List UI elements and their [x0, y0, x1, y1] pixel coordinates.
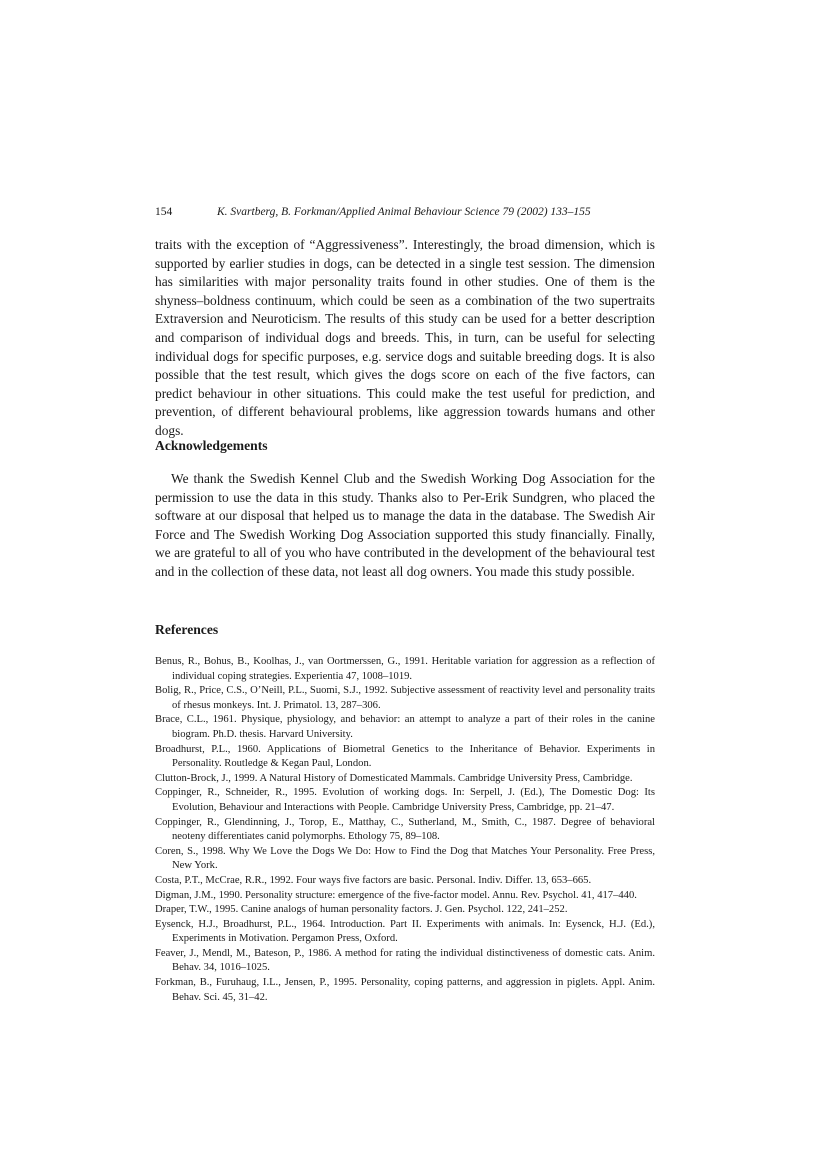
reference-item: Eysenck, H.J., Broadhurst, P.L., 1964. Introduction. Part II. Experiments with animals. In: Eysenck, H.J. (Ed.), Experiments in Motivation. Pergamon Press, Oxford. [155, 918, 655, 945]
acknowledgements-heading: Acknowledgements [155, 438, 268, 453]
page-number: 154 [155, 206, 173, 218]
references-heading: References [155, 622, 219, 637]
reference-item: Coppinger, R., Glendinning, J., Torop, E., Matthay, C., Sutherland, M., Smith, C., 1987. Degree of behavioral neoteny differentiates canid polymorphs. Ethology 75, 89–108. [155, 816, 655, 843]
reference-item: Forkman, B., Furuhaug, I.L., Jensen, P., 1995. Personality, coping patterns, and aggression in piglets. Appl. Anim. Behav. Sci. 45, 31–42. [155, 977, 655, 1003]
reference-item: Digman, J.M., 1990. Personality structure: emergence of the five-factor model. Annu. Rev. Psychol. 41, 417–440. [155, 889, 637, 901]
page-header [155, 206, 655, 218]
reference-list [155, 655, 655, 1005]
acknowledgements-paragraph: We thank the Swedish Kennel Club and the Swedish Working Dog Association for the permission to use the data in this study. Thanks also to Per-Erik Sundgren, who placed the software at our disposal that helped us to manage the data in the database. The Swedish Air Force and The Swedish Working Dog Association supported this study financially. Finally, we are grateful to all of you who have contributed in the development of the behavioural test and in the collection of these data, not least all dog owners. You made this study possible. [155, 471, 655, 579]
reference-item: Coppinger, R., Schneider, R., 1995. Evolution of working dogs. In: Serpell, J. (Ed.), The Domestic Dog: Its Evolution, Behaviour and Interactions with People. Cambridge University Press, Cambridge, pp. 21–47. [155, 787, 655, 813]
reference-item: Brace, C.L., 1961. Physique, physiology, and behavior: an attempt to analyze a part of their roles in the canine biogram. Ph.D. thesis. Harvard University. [155, 714, 655, 740]
running-title: K. Svartberg, B. Forkman/Applied Animal Behaviour Science 79 (2002) 133–155 [217, 206, 591, 218]
body-paragraph: traits with the exception of “Aggressiveness”. Interestingly, the broad dimension, which is supported by earlier studies in dogs, can be detected in a single test session. The dimension has similarities with major personality traits found in other studies. One of them is the shyness–boldness continuum, which could be seen as a combination of the two supertraits Extraversion and Neuroticism. The results of this study can be used for a better description and comparison of individual dogs and breeds. This, in turn, can be useful for selecting individual dogs for specific purposes, e.g. service dogs and suitable breeding dogs. It is also possible that the test result, which gives the dogs score on each of the five factors, can predict behaviour in other situations. This could make the test useful for prediction, and prevention, of different behavioural problems, like aggression towards humans and other dogs. [155, 237, 655, 438]
reference-item: Draper, T.W., 1995. Canine analogs of human personality factors. J. Gen. Psychol. 122, 241–252. [155, 904, 568, 916]
reference-item: Costa, P.T., McCrae, R.R., 1992. Four ways five factors are basic. Personal. Indiv. Differ. 13, 653–665. [155, 874, 592, 886]
reference-item: Feaver, J., Mendl, M., Bateson, P., 1986. A method for rating the individual distinctiveness of domestic cats. Anim. Behav. 34, 1016–1025. [155, 947, 655, 974]
reference-item: Broadhurst, P.L., 1960. Applications of Biometral Genetics to the Inheritance of Behavior. Experiments in Personality. Routledge & Kegan Paul, London. [155, 743, 655, 770]
reference-item: Bolig, R., Price, C.S., O’Neill, P.L., Suomi, S.J., 1992. Subjective assessment of reactivity level and personality traits of rhesus monkeys. Int. J. Primatol. 13, 287–306. [155, 685, 655, 711]
reference-item: Clutton-Brock, J., 1999. A Natural History of Domesticated Mammals. Cambridge University Press, Cambridge. [155, 772, 633, 784]
reference-item: Benus, R., Bohus, B., Koolhas, J., van Oortmerssen, G., 1991. Heritable variation for aggression as a reflection of individual coping strategies. Experientia 47, 1008–1019. [155, 656, 655, 682]
reference-item: Coren, S., 1998. Why We Love the Dogs We Do: How to Find the Dog that Matches Your Personality. Free Press, New York. [155, 845, 655, 872]
